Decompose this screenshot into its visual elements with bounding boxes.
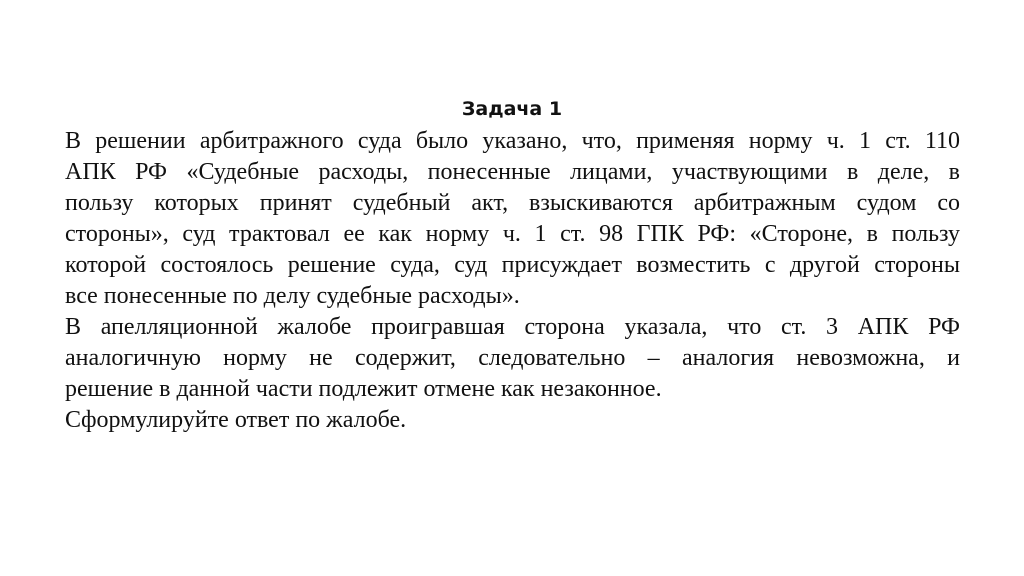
text-line-10: Сформулируйте ответ по жалобе. [65,407,407,433]
task-title: Задача 1 [461,98,563,120]
text-line-7: В апелляционной жалобе проигравшая сторона указала, что ст. 3 АПК РФ [65,314,960,340]
task-text [65,126,960,436]
text-line-1: В решении арбитражного суда было указано, что, применяя норму ч. 1 ст. 110 [65,128,960,154]
text-line-2: АПК РФ «Судебные расходы, понесенные лицами, участвующими в деле, в [65,159,960,185]
text-line-6: все понесенные по делу судебные расходы». [65,283,520,309]
text-line-3: пользу которых принят судебный акт, взыскиваются арбитражным судом со [65,190,960,216]
text-line-5: которой состоялось решение суда, суд присуждает возместить с другой стороны [65,252,960,278]
text-line-9: решение в данной части подлежит отмене как незаконное. [65,376,662,402]
text-line-4: стороны», суд трактовал ее как норму ч. 1 ст. 98 ГПК РФ: «Стороне, в пользу [65,221,960,247]
text-line-8: аналогичную норму не содержит, следовательно – аналогия невозможна, и [65,345,960,371]
